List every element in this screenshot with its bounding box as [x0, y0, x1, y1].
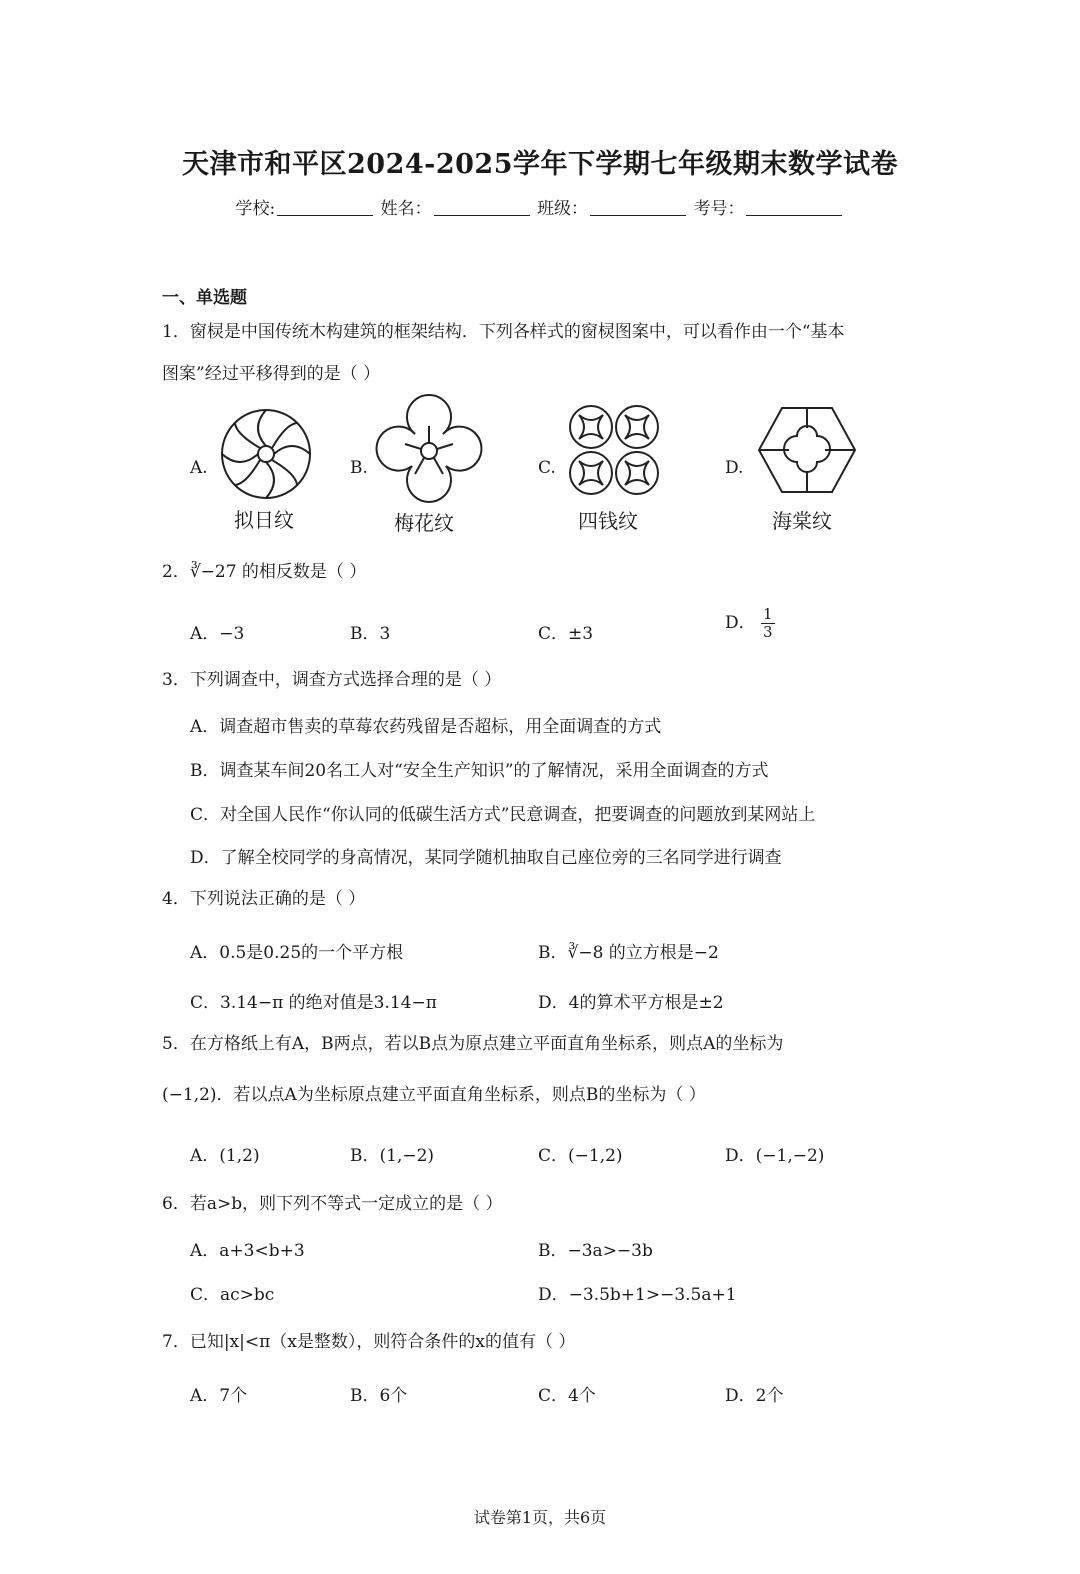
q5-option-c: C．(−1,2): [538, 1146, 623, 1166]
q2-option-a: A．−3: [190, 624, 245, 644]
q1-option-b-label: B.: [350, 458, 368, 478]
student-info-line: [0, 194, 1080, 219]
q5-line2: (−1,2)．若以点A为坐标原点建立平面直角坐标系，则点B的坐标为（ ）: [162, 1085, 706, 1105]
q3-stem: 3．下列调查中，调查方式选择合理的是（ ）: [162, 670, 502, 690]
q4-option-b: B．∛−8 的立方根是−2: [538, 943, 719, 963]
number-label: 考号：: [693, 199, 745, 219]
q1-caption-d: 海棠纹: [772, 509, 832, 533]
q3-option-a: A．调查超市售卖的草莓农药残留是否超标，用全面调查的方式: [190, 717, 662, 737]
q2-option-d-prefix: D．: [725, 613, 756, 633]
q3-option-c: C．对全国人民作“你认同的低碳生活方式”民意调查，把要调查的问题放到某网站上: [190, 805, 816, 825]
page-footer: 试卷第1页，共6页: [473, 1508, 607, 1527]
q6-option-c: C．ac>bc: [190, 1285, 275, 1305]
q4-option-a: A．0.5是0.25的一个平方根: [190, 943, 404, 963]
q2-stem: 2．∛−27 的相反数是（ ）: [162, 562, 367, 582]
q1-line1: 1．窗棂是中国传统木构建筑的框架结构．下列各样式的窗棂图案中，可以看作由一个“基本: [162, 322, 845, 342]
name-label: 姓名：: [380, 199, 432, 219]
q7-stem: 7．已知|x|<π（x是整数），则符合条件的x的值有（ ）: [162, 1332, 576, 1352]
q5-option-b: B．(1,−2): [350, 1146, 435, 1166]
q7-option-c: C．4个: [538, 1386, 596, 1406]
q5-option-a: A．(1,2): [190, 1146, 260, 1166]
four-coins-figure: [567, 405, 661, 495]
class-blank: [590, 199, 686, 216]
q6-stem: 6．若a>b，则下列不等式一定成立的是（ ）: [162, 1194, 503, 1214]
section-heading: 一、单选题: [162, 288, 247, 308]
plum-blossom-figure: [380, 402, 478, 498]
q3-option-d: D．了解全校同学的身高情况，某同学随机抽取自己座位旁的三名同学进行调查: [190, 848, 782, 868]
fraction-numerator: 1: [763, 605, 773, 623]
fraction-denominator: 3: [763, 623, 773, 641]
q7-option-b: B．6个: [350, 1386, 408, 1406]
q1-option-a-label: A.: [190, 458, 208, 478]
crabapple-pattern-figure: [757, 406, 857, 494]
q1-caption-b: 梅花纹: [394, 511, 454, 535]
q5-line1: 5．在方格纸上有A，B两点，若以B点为原点建立平面直角坐标系，则点A的坐标为: [162, 1034, 784, 1054]
q2-option-d-fraction: [761, 606, 775, 641]
name-blank: [434, 199, 530, 216]
q2-option-b: B．3: [350, 624, 391, 644]
class-label: 班级：: [537, 199, 589, 219]
q7-option-d: D．2个: [725, 1386, 784, 1406]
q4-stem: 4．下列说法正确的是（ ）: [162, 889, 366, 909]
q1-caption-c: 四钱纹: [578, 509, 638, 533]
q2-option-c: C．±3: [538, 624, 594, 644]
q6-option-a: A．a+3<b+3: [190, 1241, 305, 1261]
q5-option-d: D．(−1,−2): [725, 1146, 825, 1166]
school-label: 学校:: [235, 199, 276, 219]
exam-title: 天津市和平区2024-2025学年下学期七年级期末数学试卷: [182, 149, 898, 180]
q3-option-b: B．调查某车间20名工人对“安全生产知识”的了解情况，采用全面调查的方式: [190, 761, 769, 781]
q6-option-b: B．−3a>−3b: [538, 1241, 653, 1261]
q4-option-c: C．3.14−π 的绝对值是3.14−π: [190, 993, 437, 1013]
sun-pattern-figure: [220, 408, 312, 500]
q1-caption-a: 拟日纹: [234, 508, 294, 532]
q4-option-d: D．4的算术平方根是±2: [538, 993, 724, 1013]
q7-option-a: A．7个: [190, 1386, 248, 1406]
q1-option-c-label: C.: [538, 458, 556, 478]
q1-option-d-label: D.: [725, 458, 744, 478]
q2-option-d: [725, 606, 775, 641]
q1-line2: 图案”经过平移得到的是（ ）: [162, 364, 381, 384]
school-blank: [277, 199, 373, 216]
q6-option-d: D．−3.5b+1>−3.5a+1: [538, 1285, 737, 1305]
number-blank: [746, 199, 842, 216]
